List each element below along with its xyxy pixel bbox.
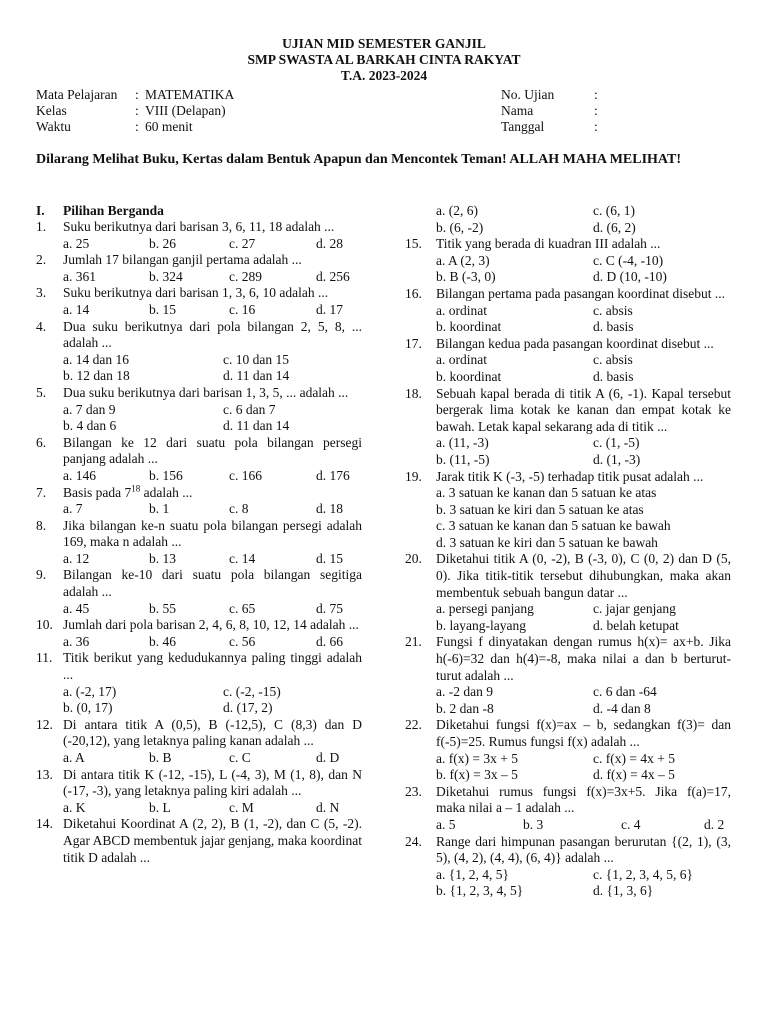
question-text bbox=[63, 219, 362, 236]
question-text-main: Jumlah 17 bilangan ganjil pertama adalah ... bbox=[63, 252, 302, 268]
name-field[interactable]: : bbox=[594, 103, 598, 118]
question-row bbox=[36, 285, 362, 302]
question-text-tail: adalah ... bbox=[140, 484, 193, 500]
answer-option[interactable]: a. A (2, 3) bbox=[436, 252, 490, 268]
answer-option[interactable]: b. 1 bbox=[149, 501, 170, 517]
question-item bbox=[405, 286, 731, 336]
question-text bbox=[63, 319, 362, 352]
question-text-main: Suku berikutnya dari barisan 3, 6, 11, 18 adalah ... bbox=[63, 219, 335, 234]
answer-option[interactable]: a. 25 bbox=[63, 235, 90, 251]
question-item bbox=[405, 203, 731, 236]
question-text bbox=[63, 717, 362, 750]
question-text bbox=[63, 385, 362, 402]
answer-option[interactable]: c. absis bbox=[593, 302, 633, 318]
answer-option[interactable]: c. 6 dan 7 bbox=[223, 401, 276, 417]
question-number: 18. bbox=[405, 385, 422, 401]
options-line bbox=[405, 817, 731, 834]
answer-option[interactable]: b. 156 bbox=[149, 467, 183, 483]
question-item bbox=[405, 336, 731, 386]
question-number: 23. bbox=[405, 783, 422, 799]
options-line bbox=[36, 236, 362, 253]
question-text-main: Di antara titik K (-12, -15), L (-4, 3), M (1, 8), dan N (-17, -3), yang letaknya paling kiri adalah ... bbox=[63, 766, 362, 799]
question-text bbox=[63, 650, 362, 683]
answer-option[interactable]: d. D bbox=[316, 750, 340, 765]
question-item bbox=[36, 717, 362, 767]
answer-option[interactable]: a. 14 dan 16 bbox=[63, 351, 129, 367]
question-item bbox=[405, 386, 731, 469]
options-line bbox=[405, 269, 731, 286]
class-value: VIII (Delapan) bbox=[145, 103, 226, 118]
question-number: 17. bbox=[405, 335, 422, 351]
answer-option[interactable]: c. (-2, -15) bbox=[223, 683, 281, 699]
question-number: 24. bbox=[405, 833, 422, 849]
question-row bbox=[36, 717, 362, 750]
answer-option[interactable]: a. 14 bbox=[63, 301, 90, 317]
answer-option[interactable]: d. belah ketupat bbox=[593, 617, 679, 633]
answer-option[interactable]: a. (2, 6) bbox=[436, 203, 478, 218]
answer-option[interactable]: d. f(x) = 4x – 5 bbox=[593, 767, 675, 783]
options-line bbox=[405, 369, 731, 386]
date-field[interactable]: : bbox=[594, 119, 598, 134]
question-text bbox=[436, 634, 731, 684]
question-text-main: Dua suku berikutnya dari barisan 1, 3, 5, ... adalah ... bbox=[63, 384, 349, 400]
question-text-main: Jika bilangan ke-n suatu pola bilangan persegi adalah 169, maka n adalah ... bbox=[63, 517, 362, 550]
question-text bbox=[436, 236, 731, 253]
class-label: Kelas bbox=[36, 103, 67, 118]
question-text-main: Range dari himpunan pasangan berurutan {(2, 1), (3, 5), (4, 2), (4, 4), (6, 4)} adalah ... bbox=[436, 833, 731, 866]
question-text-main: Diketahui Koordinat A (2, 2), B (1, -2), dan C (5, -2). Agar ABCD membentuk jajar genjang, maka koordinat titik D adalah ... bbox=[63, 816, 362, 865]
answer-option[interactable]: d. 2 bbox=[704, 816, 725, 832]
section-title: Pilihan Berganda bbox=[63, 203, 164, 218]
question-item bbox=[36, 567, 362, 617]
answer-option[interactable]: c. 8 bbox=[229, 501, 249, 517]
question-text bbox=[436, 286, 731, 303]
answer-option[interactable]: c. absis bbox=[593, 352, 633, 368]
answer-option[interactable]: c. C (-4, -10) bbox=[593, 252, 664, 268]
answer-option[interactable]: d. 3 satuan ke kiri dan 5 satuan ke bawah bbox=[436, 534, 658, 550]
question-text bbox=[63, 435, 362, 468]
answer-option[interactable]: a. A bbox=[63, 750, 85, 765]
question-row bbox=[36, 319, 362, 352]
question-number: 1. bbox=[36, 219, 47, 234]
options-line bbox=[405, 203, 731, 220]
question-item bbox=[36, 485, 362, 518]
question-item bbox=[36, 219, 362, 252]
answer-option[interactable]: c. 6 dan -64 bbox=[593, 684, 657, 700]
options-line bbox=[36, 468, 362, 485]
options-line bbox=[36, 800, 362, 817]
question-item bbox=[36, 518, 362, 568]
question-text-main: Basis pada 7 bbox=[63, 484, 132, 500]
question-row bbox=[36, 485, 362, 502]
section-heading bbox=[36, 203, 164, 219]
question-text bbox=[436, 834, 731, 867]
options-line bbox=[36, 684, 362, 701]
question-row bbox=[405, 286, 731, 303]
question-text-main: Di antara titik A (0,5), B (-12,5), C (8,3) dan D (-20,12), yang letaknya paling kanan adalah ... bbox=[63, 716, 362, 749]
exam-title: UJIAN MID SEMESTER GANJIL bbox=[282, 36, 486, 51]
answer-option[interactable]: c. 27 bbox=[229, 235, 256, 251]
question-item bbox=[405, 717, 731, 783]
options-line bbox=[36, 601, 362, 618]
question-item bbox=[405, 834, 731, 900]
question-number: 15. bbox=[405, 236, 422, 252]
answer-option[interactable]: d. -4 dan 8 bbox=[593, 700, 651, 716]
question-row bbox=[405, 469, 731, 486]
answer-option[interactable]: b. koordinat bbox=[436, 368, 502, 384]
answer-option[interactable]: a. 5 bbox=[436, 816, 456, 832]
options-line bbox=[36, 634, 362, 651]
question-text-main: Sebuah kapal berada di titik A (6, -1). Kapal tersebut bergerak lima kotak ke kanan dan empat kotak ke bawah. Letak kapal sekarang ada di titik ... bbox=[436, 385, 731, 434]
answer-option[interactable]: c. 16 bbox=[229, 301, 256, 317]
options-line bbox=[36, 551, 362, 568]
options-line bbox=[36, 269, 362, 286]
answer-option[interactable]: c. 166 bbox=[229, 467, 262, 483]
school-year: T.A. 2023-2024 bbox=[340, 68, 428, 83]
question-item bbox=[405, 551, 731, 634]
answer-option[interactable]: c. 10 dan 15 bbox=[223, 351, 289, 367]
options-line bbox=[405, 452, 731, 469]
answer-option[interactable]: b. {1, 2, 3, 4, 5} bbox=[436, 883, 524, 899]
question-item bbox=[36, 319, 362, 385]
answer-option[interactable]: a. 12 bbox=[63, 550, 90, 566]
right-question-column bbox=[405, 203, 731, 900]
date-label: Tanggal bbox=[501, 119, 545, 134]
answer-option[interactable]: b. 55 bbox=[149, 600, 176, 616]
options-line bbox=[405, 220, 731, 237]
answer-option[interactable]: d. (17, 2) bbox=[223, 700, 273, 716]
question-number: 11. bbox=[36, 650, 53, 666]
answer-option[interactable]: c. 289 bbox=[229, 268, 262, 284]
question-number: 21. bbox=[405, 634, 422, 650]
answer-option[interactable]: b. 2 dan -8 bbox=[436, 700, 494, 716]
question-text bbox=[63, 252, 362, 269]
question-item bbox=[36, 816, 362, 866]
answer-option[interactable]: a. f(x) = 3x + 5 bbox=[436, 750, 518, 766]
answer-option[interactable]: d. 75 bbox=[316, 600, 343, 616]
time-value: 60 menit bbox=[145, 119, 193, 134]
question-row bbox=[36, 816, 362, 866]
question-number: 5. bbox=[36, 384, 47, 400]
question-row bbox=[36, 435, 362, 468]
question-number: 9. bbox=[36, 567, 47, 583]
answer-option[interactable]: b. 324 bbox=[149, 268, 183, 284]
options-line bbox=[36, 418, 362, 435]
question-row bbox=[405, 784, 731, 817]
answer-option[interactable]: b. 3 bbox=[523, 816, 544, 832]
question-text bbox=[436, 336, 731, 353]
answer-option[interactable]: d. 28 bbox=[316, 235, 343, 251]
question-exponent: 18 bbox=[131, 483, 141, 493]
question-text-main: Bilangan ke 12 dari suatu pola bilangan persegi panjang adalah ... bbox=[63, 434, 362, 467]
question-number: 14. bbox=[36, 816, 53, 832]
exam-number-label: No. Ujian bbox=[501, 87, 555, 102]
options-line bbox=[405, 684, 731, 701]
answer-option[interactable]: b. 4 dan 6 bbox=[63, 418, 117, 434]
answer-option[interactable]: d. 18 bbox=[316, 501, 343, 517]
options-line bbox=[36, 368, 362, 385]
answer-option[interactable]: c. {1, 2, 3, 4, 5, 6} bbox=[593, 866, 693, 882]
options-line bbox=[36, 501, 362, 518]
left-question-column bbox=[36, 219, 362, 866]
question-item bbox=[36, 617, 362, 650]
options-line bbox=[405, 767, 731, 784]
options-line bbox=[405, 535, 731, 552]
answer-option[interactable]: b. f(x) = 3x – 5 bbox=[436, 767, 518, 783]
question-item bbox=[36, 285, 362, 318]
answer-option[interactable]: c. 3 satuan ke kanan dan 5 satuan ke bawah bbox=[436, 518, 671, 534]
subject-sep: : bbox=[135, 87, 139, 102]
question-text bbox=[63, 617, 362, 634]
question-text-main: Bilangan pertama pada pasangan koordinat disebut ... bbox=[436, 285, 726, 301]
question-text bbox=[63, 518, 362, 551]
question-row bbox=[36, 385, 362, 402]
answer-option[interactable]: d. 66 bbox=[316, 633, 343, 649]
question-number: 20. bbox=[405, 551, 422, 567]
question-row bbox=[405, 717, 731, 750]
question-text bbox=[63, 767, 362, 800]
question-item bbox=[36, 650, 362, 716]
answer-option[interactable]: d. 15 bbox=[316, 550, 343, 566]
question-row bbox=[36, 767, 362, 800]
question-text-main: Fungsi f dinyatakan dengan rumus h(x)= ax+b. Jika h(-6)=32 dan h(4)=-8, maka nilai a dan b berturut-turut adalah ... bbox=[436, 634, 731, 683]
answer-option[interactable]: d. basis bbox=[593, 368, 634, 384]
question-text-main: Titik berikut yang kedudukannya paling tinggi adalah ... bbox=[63, 650, 362, 683]
answer-option[interactable]: a. ordinat bbox=[436, 352, 487, 368]
question-number: 22. bbox=[405, 717, 422, 733]
subject-label: Mata Pelajaran bbox=[36, 87, 118, 102]
answer-option[interactable]: d. 256 bbox=[316, 268, 350, 284]
section-number: I. bbox=[36, 203, 45, 218]
answer-option[interactable]: a. K bbox=[63, 799, 86, 815]
question-number: 2. bbox=[36, 252, 47, 268]
question-text bbox=[63, 285, 362, 302]
question-row bbox=[36, 650, 362, 683]
school-name: SMP SWASTA AL BARKAH CINTA RAKYAT bbox=[247, 52, 521, 67]
question-text bbox=[436, 551, 731, 601]
question-text-main: Diketahui titik A (0, -2), B (-3, 0), C (0, 2) dan D (5, 0). Jika titik-titik tersebut dihubungkan, maka akan membentuk sebuah bangun datar ... bbox=[436, 551, 731, 600]
options-line bbox=[405, 485, 731, 502]
answer-option[interactable]: c. (6, 1) bbox=[593, 203, 635, 218]
answer-option[interactable]: b. 26 bbox=[149, 235, 176, 251]
exam-number-field[interactable]: : bbox=[594, 87, 598, 102]
question-row bbox=[36, 567, 362, 600]
answer-option[interactable]: b. 15 bbox=[149, 301, 176, 317]
answer-option[interactable]: c. M bbox=[229, 799, 254, 815]
options-line bbox=[405, 319, 731, 336]
options-line bbox=[36, 700, 362, 717]
question-text-main: Bilangan kedua pada pasangan koordinat disebut ... bbox=[436, 335, 714, 351]
question-row bbox=[405, 834, 731, 867]
question-number: 7. bbox=[36, 484, 47, 500]
name-label: Nama bbox=[501, 103, 534, 118]
options-line bbox=[405, 502, 731, 519]
options-line bbox=[405, 435, 731, 452]
question-text bbox=[436, 386, 731, 436]
answer-option[interactable]: a. 3 satuan ke kanan dan 5 satuan ke atas bbox=[436, 485, 657, 501]
question-number: 16. bbox=[405, 285, 422, 301]
answer-option[interactable]: c. 14 bbox=[229, 550, 256, 566]
answer-option[interactable]: a. 7 dan 9 bbox=[63, 401, 116, 417]
options-line bbox=[405, 253, 731, 270]
question-item bbox=[36, 385, 362, 435]
subject-value: MATEMATIKA bbox=[145, 87, 235, 102]
options-line bbox=[36, 352, 362, 369]
question-number: 12. bbox=[36, 716, 53, 732]
answer-option[interactable]: d. (1, -3) bbox=[593, 451, 641, 467]
answer-option[interactable]: c. C bbox=[229, 750, 251, 765]
answer-option[interactable]: b. koordinat bbox=[436, 319, 502, 335]
answer-option[interactable]: a. (11, -3) bbox=[436, 435, 489, 451]
answer-option[interactable]: b. (11, -5) bbox=[436, 451, 490, 467]
question-text-main: Suku berikutnya dari barisan 1, 3, 6, 10 adalah ... bbox=[63, 285, 329, 301]
options-line bbox=[405, 883, 731, 900]
question-row bbox=[405, 336, 731, 353]
answer-option[interactable]: d. D (10, -10) bbox=[593, 269, 667, 285]
answer-option[interactable]: c. 56 bbox=[229, 633, 256, 649]
answer-option[interactable]: a. 45 bbox=[63, 600, 90, 616]
question-number: 6. bbox=[36, 434, 47, 450]
question-row bbox=[36, 518, 362, 551]
question-item bbox=[36, 767, 362, 817]
question-item bbox=[405, 469, 731, 552]
question-item bbox=[405, 236, 731, 286]
answer-option[interactable]: d. 11 dan 14 bbox=[223, 368, 290, 384]
answer-option[interactable]: c. 65 bbox=[229, 600, 256, 616]
options-line bbox=[405, 518, 731, 535]
answer-option[interactable]: a. 361 bbox=[63, 268, 96, 284]
question-text-main: Bilangan ke-10 dari suatu pola bilangan segitiga adalah ... bbox=[63, 567, 362, 600]
question-row bbox=[36, 252, 362, 269]
answer-option[interactable]: b. 46 bbox=[149, 633, 176, 649]
answer-option[interactable]: d. 176 bbox=[316, 467, 350, 483]
answer-option[interactable]: b. 3 satuan ke kiri dan 5 satuan ke atas bbox=[436, 501, 644, 517]
answer-option[interactable]: a. 146 bbox=[63, 467, 96, 483]
answer-option[interactable]: a. 36 bbox=[63, 633, 90, 649]
answer-option[interactable]: d. basis bbox=[593, 319, 634, 335]
question-text bbox=[436, 469, 731, 486]
warning-text: Dilarang Melihat Buku, Kertas dalam Bentuk Apapun dan Mencontek Teman! ALLAH MAHA MELIHAT! bbox=[36, 152, 681, 167]
question-number: 4. bbox=[36, 318, 47, 334]
question-text-main: Diketahui fungsi f(x)=ax – b, sedangkan f(3)= dan f(-5)=25. Rumus fungsi f(x) adalah ... bbox=[436, 717, 731, 749]
question-text-main: Diketahui rumus fungsi f(x)=3x+5. Jika f(a)=17, maka nilai a – 1 adalah ... bbox=[436, 783, 731, 816]
answer-option[interactable]: b. 13 bbox=[149, 550, 176, 566]
options-line bbox=[36, 302, 362, 319]
question-row bbox=[36, 219, 362, 236]
answer-option[interactable]: b. B bbox=[149, 750, 172, 765]
options-line bbox=[405, 701, 731, 718]
answer-option[interactable]: b. L bbox=[149, 799, 171, 815]
question-text bbox=[436, 717, 731, 750]
question-row bbox=[36, 617, 362, 634]
answer-option[interactable]: d. (6, 2) bbox=[593, 219, 636, 235]
answer-option[interactable]: c. 4 bbox=[621, 816, 641, 832]
options-line bbox=[36, 750, 362, 767]
answer-option[interactable]: c. jajar genjang bbox=[593, 601, 676, 617]
question-text-main: Dua suku berikutnya dari pola bilangan 2, 5, 8, ... adalah ... bbox=[63, 318, 362, 351]
question-row bbox=[405, 386, 731, 436]
question-text bbox=[63, 816, 362, 866]
options-line bbox=[405, 601, 731, 618]
answer-option[interactable]: b. (0, 17) bbox=[63, 700, 113, 716]
question-item bbox=[405, 784, 731, 834]
question-text bbox=[63, 567, 362, 600]
question-text bbox=[436, 784, 731, 817]
question-row bbox=[405, 551, 731, 601]
answer-option[interactable]: d. {1, 3, 6} bbox=[593, 883, 654, 899]
question-item bbox=[405, 634, 731, 717]
answer-option[interactable]: c. (1, -5) bbox=[593, 435, 640, 451]
question-number: 3. bbox=[36, 285, 47, 301]
answer-option[interactable]: a. 7 bbox=[63, 501, 83, 517]
options-line bbox=[405, 352, 731, 369]
answer-option[interactable]: a. persegi panjang bbox=[436, 601, 534, 617]
time-sep: : bbox=[135, 119, 139, 134]
answer-option[interactable]: b. (6, -2) bbox=[436, 219, 484, 235]
answer-option[interactable]: b. layang-layang bbox=[436, 617, 526, 633]
answer-option[interactable]: a. -2 dan 9 bbox=[436, 684, 493, 700]
time-label: Waktu bbox=[36, 119, 71, 134]
question-row bbox=[405, 634, 731, 684]
answer-option[interactable]: d. 17 bbox=[316, 301, 343, 317]
options-line bbox=[405, 751, 731, 768]
options-line bbox=[36, 402, 362, 419]
answer-option[interactable]: c. f(x) = 4x + 5 bbox=[593, 750, 675, 766]
answer-option[interactable]: d. 11 dan 14 bbox=[223, 418, 290, 434]
question-text-main: Titik yang berada di kuadran III adalah ... bbox=[436, 236, 661, 252]
options-line bbox=[405, 867, 731, 884]
question-number: 10. bbox=[36, 617, 53, 633]
answer-option[interactable]: a. {1, 2, 4, 5} bbox=[436, 866, 509, 882]
answer-option[interactable]: b. B (-3, 0) bbox=[436, 269, 496, 285]
question-text-main: Jarak titik K (-3, -5) terhadap titik pusat adalah ... bbox=[436, 468, 704, 484]
answer-option[interactable]: d. N bbox=[316, 799, 340, 815]
question-number: 8. bbox=[36, 517, 47, 533]
question-row bbox=[405, 236, 731, 253]
question-text bbox=[63, 485, 362, 502]
question-item bbox=[36, 252, 362, 285]
question-text-main: Jumlah dari pola barisan 2, 4, 6, 8, 10, 12, 14 adalah ... bbox=[63, 617, 359, 633]
question-number: 13. bbox=[36, 766, 53, 782]
answer-option[interactable]: a. (-2, 17) bbox=[63, 683, 117, 699]
answer-option[interactable]: b. 12 dan 18 bbox=[63, 368, 130, 384]
question-number: 19. bbox=[405, 468, 422, 484]
options-line bbox=[405, 618, 731, 635]
options-line bbox=[405, 303, 731, 320]
class-sep: : bbox=[135, 103, 139, 118]
question-item bbox=[36, 435, 362, 485]
answer-option[interactable]: a. ordinat bbox=[436, 302, 487, 318]
